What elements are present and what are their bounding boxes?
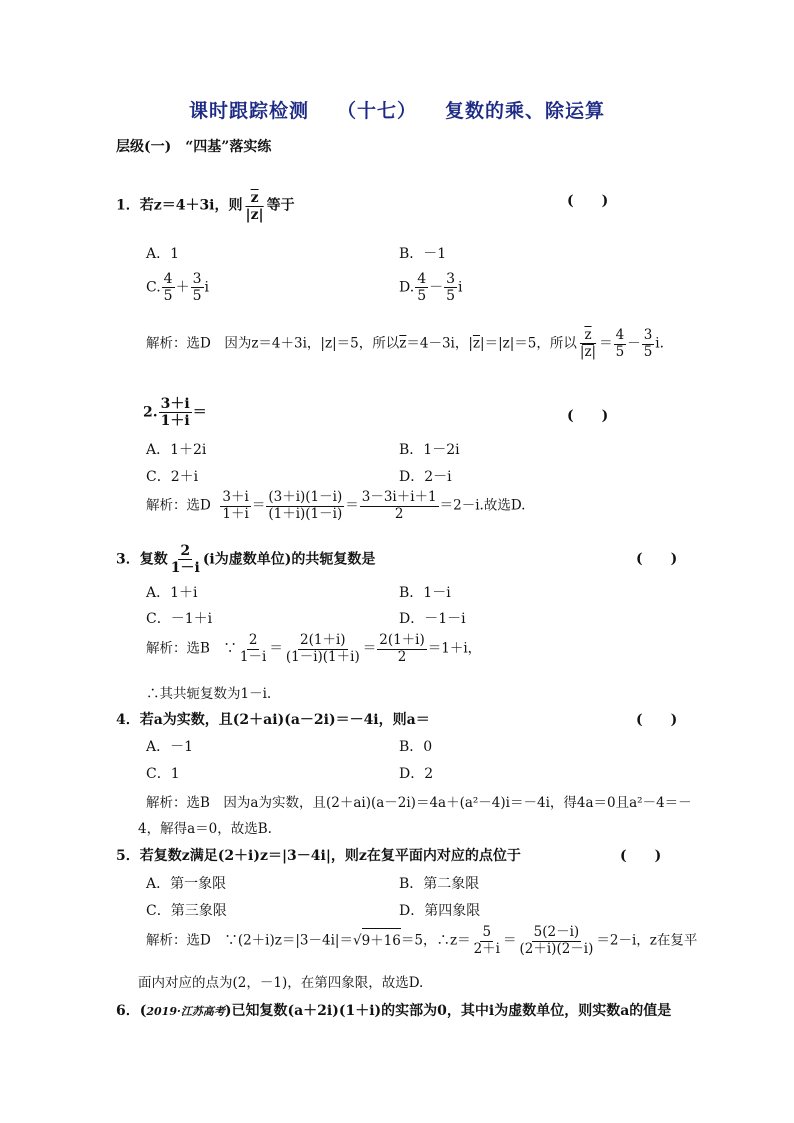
q5-solution: 解析：选D ∵(2＋i)z＝|3－4i|＝√9＋16＝5，∴z＝ $\frac{5}{2+i}$ ＝ $\frac{5(2-i)}{(2+i)(2-i)}$ ＝2－i，z在复平 — [146, 924, 698, 957]
question-3: 3．复数 $\frac{2}{1-i}$ (i为虚数单位)的共轭复数是 — [116, 543, 376, 577]
q1-option-c: C. $\frac{4}{5}$ ＋ $\frac{3}{5}$ i — [146, 271, 209, 305]
q3-solution-line2: ∴其共轭复数为1－i. — [146, 686, 272, 702]
q1-solution: 解析：选D 因为z＝4＋3i，|z|＝5，所以$\overline{z}=4-3i$，$|\overline{z}|=|z|=5$，所以 $\frac{\overline{z}}{|z|}$ ＝ $\frac{4}{5}$ － $\frac{3}{5}$ i. — [146, 327, 664, 360]
q2-option-a: A．1＋2i — [146, 442, 207, 458]
q2-option-b: B．1－2i — [399, 442, 460, 458]
q2-option-d: D．2－i — [399, 469, 452, 485]
q4-solution: 解析：选B 因为a为实数，且(2＋ai)(a－2i)＝4a＋(a²－4)i＝－4i，得4a＝0且a²－4＝－ — [146, 795, 692, 811]
answer-bracket-1: ( ) — [567, 193, 609, 209]
question-5: 5．若复数z满足(2＋i)z＝|3－4i|，则z在复平面内对应的点位于 — [116, 848, 521, 864]
q3-option-d: D．－1－i — [399, 611, 466, 627]
answer-bracket-3: ( ) — [636, 551, 678, 567]
q1-option-d: D. $\frac{4}{5}$ － $\frac{3}{5}$ i — [399, 271, 463, 305]
question-4: 4．若a为实数，且(2＋ai)(a－2i)＝－4i，则a＝ — [116, 712, 430, 728]
q5-option-d: D．第四象限 — [399, 903, 481, 919]
q5-option-b: B．第二象限 — [399, 876, 480, 892]
q4-option-b: B．0 — [399, 739, 433, 755]
q5-option-a: A．第一象限 — [146, 876, 227, 892]
q3-option-b: B．1－i — [399, 585, 451, 601]
answer-bracket-2: ( ) — [567, 408, 609, 424]
q4-option-c: C．1 — [146, 766, 180, 782]
q3-option-c: C．－1＋i — [146, 611, 213, 627]
answer-bracket-5: ( ) — [620, 848, 662, 864]
question-2: 2. $\frac{3+i}{1+i}$ ＝ — [143, 396, 207, 430]
question-6: 6．(2019·江苏高考)已知复数(a＋2i)(1＋i)的实部为0，其中i为虚数单位，则实数a的值是 — [116, 1003, 672, 1019]
q3-solution: 解析：选B ∵ $\frac{2}{1-i}$ ＝ $\frac{2(1+i)}{(1-i)(1+i)}$ ＝ $\frac{2(1+i)}{2}$ ＝1＋i， — [146, 632, 482, 665]
question-1: 1．若z＝4＋3i，则 $\frac{\overline{z}}{|z|}$ 等于 — [116, 190, 295, 224]
answer-bracket-4: ( ) — [636, 712, 678, 728]
q5-solution-line2: 面内对应的点为(2，－1)，在第四象限，故选D. — [138, 975, 424, 991]
q4-option-a: A．－1 — [146, 739, 194, 755]
page-title: 课时跟踪检测 （十七） 复数的乘、除运算 — [188, 100, 606, 122]
q1-option-b: B．－1 — [399, 246, 447, 262]
q5-option-c: C．第三象限 — [146, 903, 227, 919]
q3-option-a: A．1＋i — [146, 585, 198, 601]
q1-option-a: A．1 — [146, 246, 180, 262]
q2-solution: 解析：选D $\frac{3+i}{1+i}$ ＝ $\frac{(3+i)(1-i)}{(1+i)(1-i)}$ ＝ $\frac{3-3i+i+1}{2}$ ＝2－i.故选D. — [146, 489, 526, 522]
q4-option-d: D．2 — [399, 766, 434, 782]
q2-option-c: C．2＋i — [146, 469, 199, 485]
section-level: 层级(一) “四基”落实练 — [116, 139, 272, 155]
q4-solution-line2: 4，解得a＝0，故选B. — [138, 821, 272, 837]
